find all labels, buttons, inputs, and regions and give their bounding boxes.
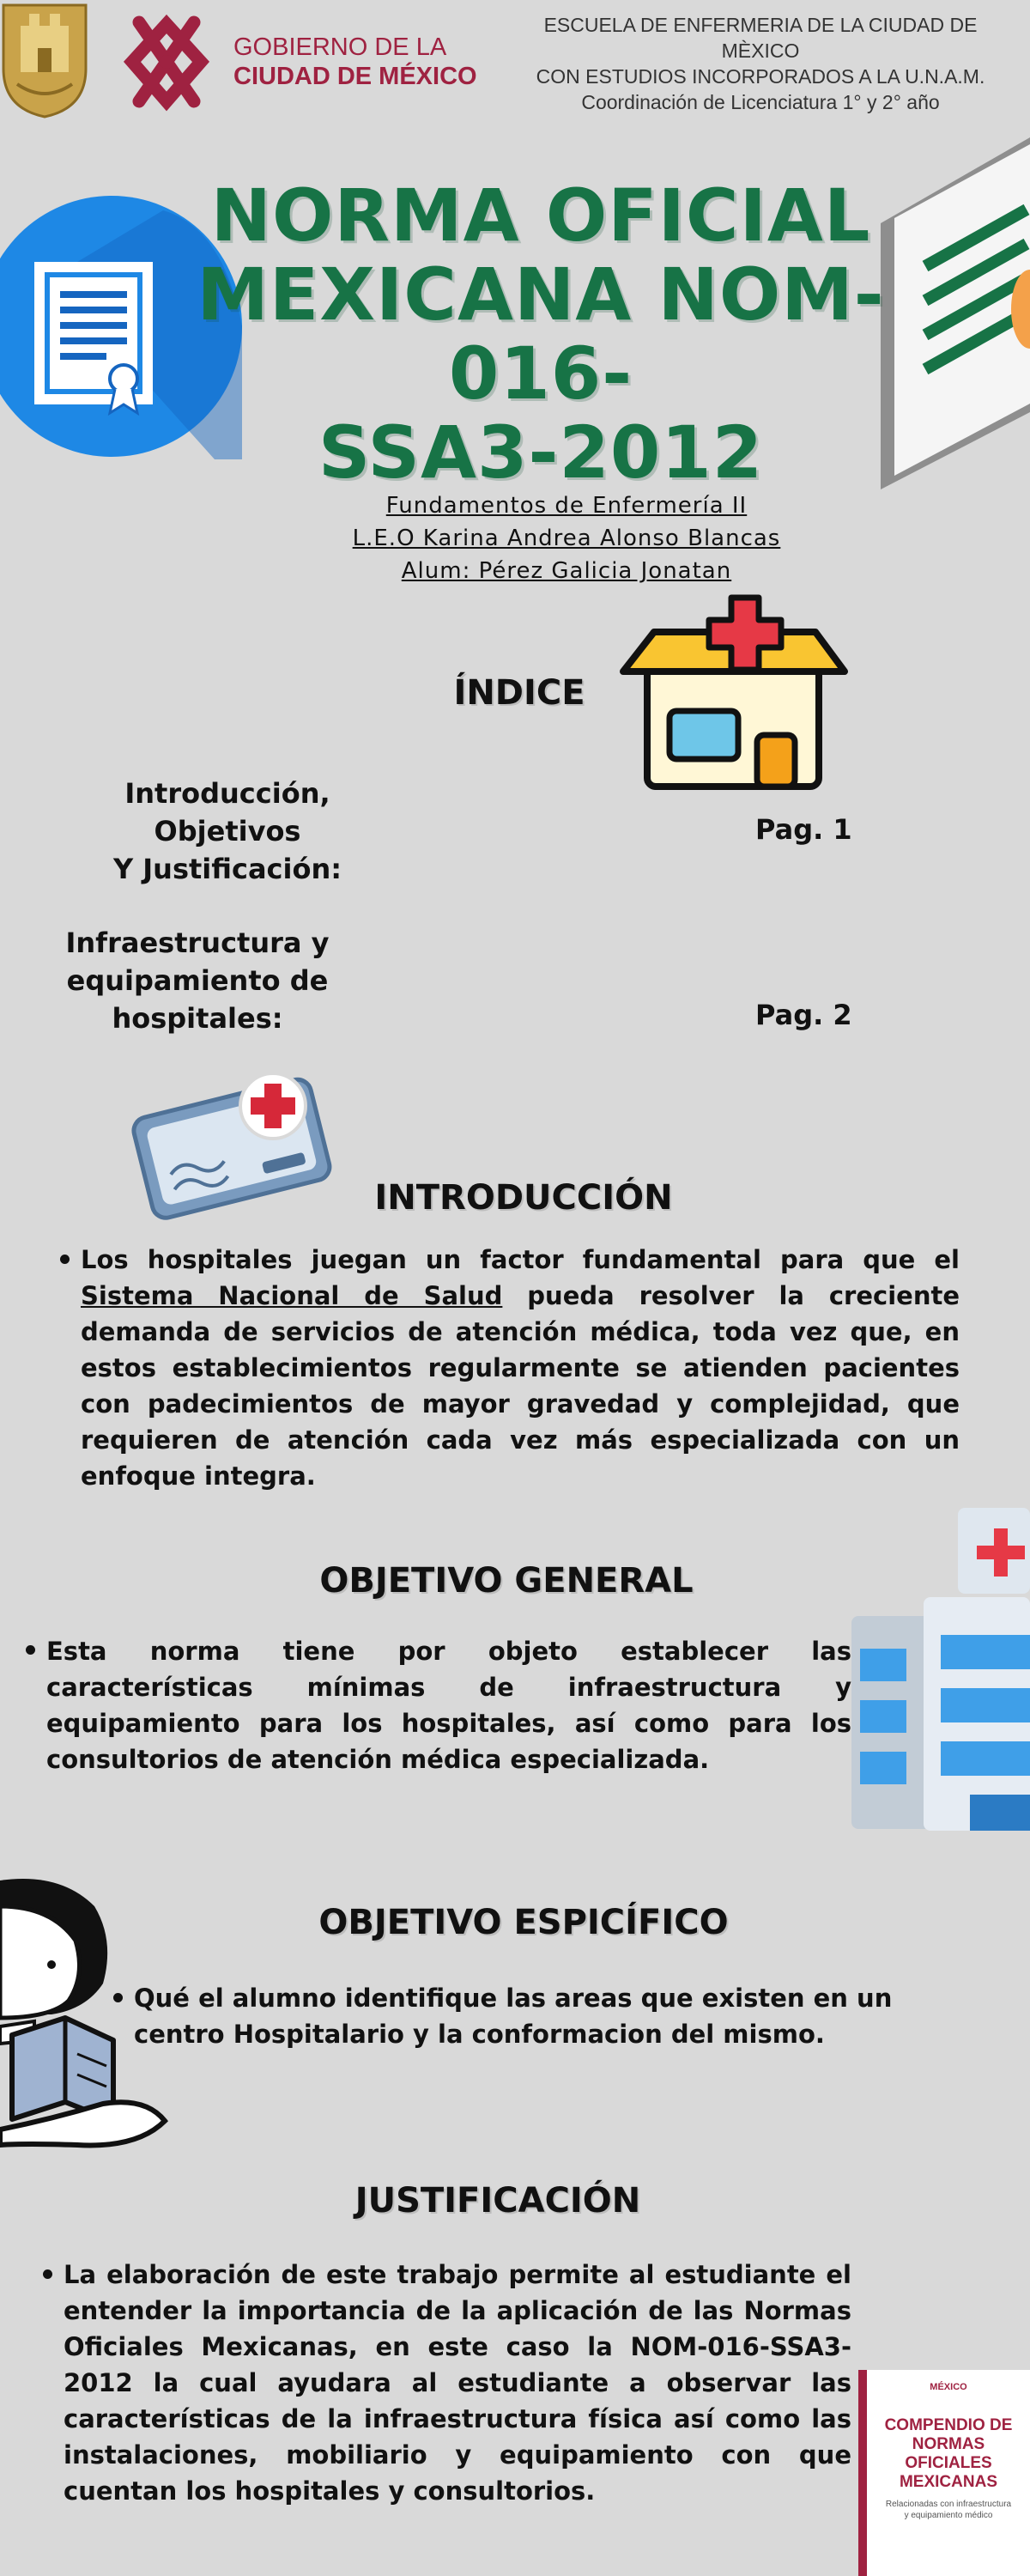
- compendium-title: [867, 2416, 1030, 2492]
- institution-line3: Coordinación de Licenciatura 1° y 2° año: [581, 91, 940, 113]
- compendium-title-line1: COMPENDIO DE: [884, 2416, 1013, 2434]
- credits-teacher: L.E.O Karina Andrea Alonso Blancas: [352, 526, 781, 551]
- index-item-2[interactable]: [52, 924, 343, 1037]
- justification-paragraph: La elaboración de este trabajo permite al estudiante el entender la importancia de la aplicación de las Normas Oficiales Mexicanas, en este caso la NOM-016-SSA3-2012 la cual ayudara al estudiante a observar las características de la infraestructura física así como las instalaciones, mobiliario y equipamiento con que cuentan los hospitales y consultorios.: [64, 2260, 851, 2506]
- general-objective-bullet: [26, 1645, 35, 1655]
- health-system-link[interactable]: Sistema Nacional de Salud: [81, 1281, 503, 1310]
- general-objective-paragraph: Esta norma tiene por objeto establecer las características mínimas de infraestructura y equipamiento para los hospitales, así como para los consultorios de atención médica especializada.: [46, 1637, 851, 1774]
- index-item-2-page[interactable]: Pag. 2: [755, 999, 852, 1031]
- health-card-icon: [127, 1058, 333, 1226]
- compendium-subtitle-line1: Relacionadas con infraestructura: [885, 2500, 1012, 2509]
- compendium-title-line2: NORMAS OFICIALES: [905, 2435, 992, 2472]
- government-logo-line1: GOBIERNO DE LA: [233, 33, 447, 61]
- specific-objective-bullet: [113, 1993, 123, 2002]
- index-item-2-line1: Infraestructura y: [65, 927, 330, 959]
- compendium-subtitle-line2: y equipamiento médico: [904, 2511, 993, 2520]
- government-logo-line2: CIUDAD DE MÉXICO: [233, 63, 477, 90]
- introduction-text-after: pueda resolver la creciente demanda de servicios de atención médica, toda vez que, en estos establecimientos regularmente se atienden pacientes con padecimientos de mayor gravedad y complejidad, que requieren de atención cada vez más especializada con un enfoque integra.: [81, 1281, 960, 1491]
- page-title: [172, 173, 910, 495]
- institution-line1: ESCUELA DE ENFERMERIA DE LA CIUDAD DE MÈXICO: [543, 14, 978, 62]
- introduction-heading: INTRODUCCIÓN: [374, 1178, 673, 1218]
- index-item-1-line2: Y Justificación:: [112, 853, 342, 885]
- institution-header: [503, 12, 1018, 115]
- index-item-1-line1: Introducción, Objetivos: [124, 777, 330, 848]
- justification-heading: JUSTIFICACIÓN: [354, 2181, 641, 2221]
- justification-bullet: [43, 2269, 52, 2279]
- introduction-text-before: Los hospitales juegan un factor fundamental para que el: [81, 1245, 960, 1274]
- index-item-2-line3: hospitales:: [112, 1002, 283, 1035]
- government-logo-icon: [113, 5, 220, 120]
- institution-line2: CON ESTUDIOS INCORPORADOS A LA U.N.A.M.: [536, 65, 985, 88]
- compendium-title-line3: MEXICANAS: [899, 2473, 997, 2491]
- compendium-cover: [858, 2370, 1030, 2576]
- credits-subject: Fundamentos de Enfermería II: [385, 493, 748, 519]
- compendium-top-label: MÉXICO: [930, 2382, 967, 2392]
- specific-objective-paragraph: Qué el alumno identifique las areas que existen en un centro Hospitalario y la conformacion del mismo.: [134, 1984, 893, 2049]
- credits-student: Alum: Pérez Galicia Jonatan: [401, 558, 732, 584]
- index-heading: ÍNDICE: [453, 673, 585, 713]
- title-line1: NORMA OFICIAL: [210, 173, 871, 258]
- introduction-bullet: [60, 1255, 70, 1264]
- credits: [258, 489, 876, 587]
- general-objective-heading: OBJETIVO GENERAL: [319, 1561, 694, 1601]
- index-item-2-line2: equipamiento de: [66, 964, 329, 997]
- hospital-tower-icon: [850, 1508, 1030, 1831]
- specific-objective-heading: OBJETIVO ESPICÍFICO: [318, 1903, 729, 1942]
- title-line2: MEXICANA NOM-016-: [197, 252, 885, 416]
- compendium-subtitle: [867, 2499, 1030, 2521]
- index-item-1[interactable]: [52, 775, 403, 888]
- cdmx-coat-of-arms-icon: [0, 0, 89, 118]
- hospital-building-icon: [620, 589, 850, 793]
- title-line3: SSA3-2012: [318, 410, 764, 495]
- index-item-1-page[interactable]: Pag. 1: [755, 813, 852, 846]
- introduction-paragraph: [81, 1242, 960, 1494]
- government-logo-text: [233, 33, 491, 91]
